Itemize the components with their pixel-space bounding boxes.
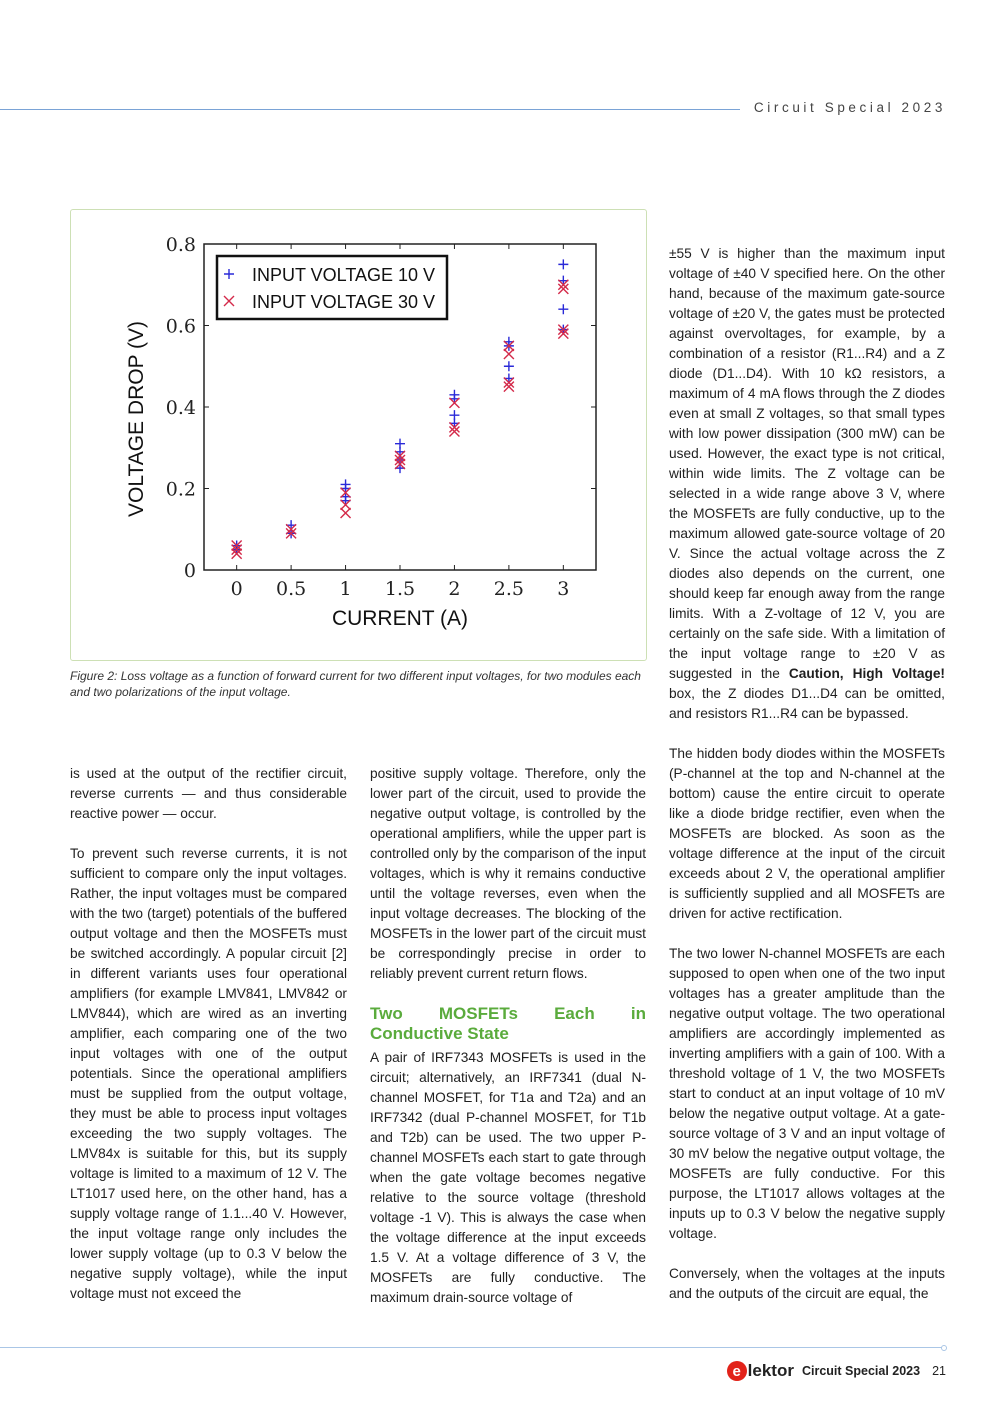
data-point-plus (449, 410, 459, 420)
y-tick-label: 0 (183, 560, 196, 582)
y-tick-label: 0.6 (165, 315, 196, 338)
paragraph (669, 244, 945, 724)
legend-entry-label: INPUT VOLTAGE 10 V (252, 265, 436, 285)
x-tick-label: 0.5 (276, 578, 307, 600)
x-tick-label: 0 (230, 578, 243, 600)
section-heading: Two MOSFETs Each in Conductive State (370, 1004, 646, 1043)
footer-rule (0, 1347, 943, 1348)
logo-text: lektor (747, 1361, 794, 1380)
data-point-cross (341, 508, 351, 518)
x-tick-label: 2 (448, 578, 461, 600)
right-column (669, 244, 945, 1324)
footer (727, 1358, 946, 1384)
figure-caption: Figure 2: Loss voltage as a function of forward current for two different input voltages, for two modules each and two polarizations of the input voltage. (70, 669, 641, 699)
paragraph: The two lower N-channel MOSFETs are each supposed to open when one of the two input voltages has a greater amplitude than the negative output voltage. The two operational amplifiers are accordingly implemented as inverting amplifiers with a gain of 100. With a threshold voltage of 1 V, the two MOSFETs start to conduct at an input voltage of 10 mV below the negative output voltage. At a gate-source voltage of 3 V and an input voltage of 30 mV below the negative output voltage, the MOSFETs are fully conductive. For this purpose, the LT1017 allows voltages at the inputs up to 0.3 V below the negative supply voltage. (669, 946, 945, 1241)
data-point-plus (504, 361, 514, 371)
data-point-plus (558, 304, 568, 314)
data-point-plus (558, 259, 568, 269)
paragraph: Conversely, when the voltages at the inputs and the outputs of the circuit are equal, the (669, 1266, 945, 1301)
paragraph: The hidden body diodes within the MOSFETs (P-channel at the top and N-channel at the bottom) cause the entire circuit to operate like a diode bridge rectifier, even when the MOSFETs are blocked. As soon as the voltage difference at the input of the circuit exceeds about 2 V, the operational amplifier is sufficiently supplied and all MOSFETs are driven for active rectification. (669, 746, 945, 921)
y-tick-label: 0.4 (165, 397, 196, 419)
logo-e-icon: e (727, 1361, 747, 1381)
left-column (70, 764, 347, 1324)
y-tick-label: 0.8 (165, 234, 196, 256)
x-tick-label: 1.5 (384, 578, 416, 600)
figure-2-chart (70, 209, 647, 661)
paragraph: positive supply voltage. Therefore, only the lower part of the circuit, used to provide the negative output voltage, is controlled by the operational amplifiers, while the upper part is controlled only by the comparison of the input voltages, which is why it remains conductive until the voltage reverses, even when the input voltage decreases. The blocking of the MOSFETs in the lower part of the circuit must be correspondingly precise in order to reliably prevent current return flows. (370, 766, 646, 981)
text-span: ±55 V is higher than the maximum input voltage of ±40 V specified here. On the other hand, because of the maximum gate-source voltage of ±20 V, the gates must be protected against overvoltages, for example, by a combination of a resistor (R1...R4) and a Z diode (D1...D4). With 10 kΩ resistors, a maximum of 4 mA flows through the Z diodes even at small Z voltages, so that small types with low power dissipation (300 mW) can be used. However, the exact type is not critical, within wide limits. The Z voltage can be selected in a wide range above 3 V, where the MOSFETs are fully conductive, up to the maximum allowed gate-source voltage of 20 V. Since the actual voltage across the Z diodes also depends on the current, one should keep far enough away from the range limits. With a Z-voltage of 12 V, you are certainly on the safe side. With a limitation of the input voltage range to ±20 V as suggested in the (669, 246, 945, 681)
x-tick-label: 3 (557, 578, 570, 600)
paragraph: To prevent such reverse currents, it is not sufficient to compare only the input voltages. Rather, the input voltages must be compared with the two (target) potentials of the buffered output voltage and then the MOSFETs must be switched accordingly. A popular circuit [2] in different variants uses four operational amplifiers (for example LMV841, LMV842 or LMV844), which are wired as an inverting amplifier, each comparing one of the two input voltages with one of the output potentials. Since the operational amplifiers must be supplied from the output voltage, they must be able to process input voltages exceeding the two supply voltages. The LMV84x is suitable for this, but its supply voltage is limited to a maximum of 12 V. The LT1017 used here, on the other hand, has a supply voltage range of 1.1...40 V. However, the input voltage range only includes the lower supply voltage (up to 0.3 V below the negative supply voltage), while the input voltage must not exceed the (70, 846, 347, 1301)
x-tick-label: 2.5 (493, 578, 524, 600)
header-rule (0, 109, 740, 110)
middle-column (370, 764, 646, 1328)
y-axis-label: VOLTAGE DROP (V) (125, 320, 148, 518)
legend-entry-label: INPUT VOLTAGE 30 V (252, 292, 436, 312)
paragraph: A pair of IRF7343 MOSFETs is used in the circuit; alternatively, an IRF7341 (dual N-channel MOSFET, for T1a and T2a) and an IRF7342 (dual P-channel MOSFET, for T1b and T2b) can be used. The two upper P-channel MOSFETs each start to gate through when the gate voltage becomes negative relative to the source voltage (threshold voltage -1 V). This is always the case when the voltage difference at the input exceeds 1.5 V. At a voltage difference of 3 V, the MOSFETs are fully conductive. The maximum drain-source voltage of (370, 1050, 646, 1305)
text-span: box, the Z diodes D1...D4 can be omitted, and resistors R1...R4 can be bypassed. (669, 686, 945, 721)
box-reference: Caution, High Voltage! (788, 666, 945, 681)
footer-rule-dot (941, 1345, 947, 1351)
running-title: Circuit Special 2023 (753, 100, 946, 115)
elektor-logo (727, 1361, 794, 1381)
scatter-chart (71, 210, 646, 660)
x-tick-label: 1 (339, 578, 352, 600)
paragraph: is used at the output of the rectifier circuit, reverse currents — and thus considerable reactive power — occur. (70, 766, 347, 821)
page-number: 21 (932, 1364, 946, 1378)
magazine-name: Circuit Special 2023 (801, 1364, 921, 1378)
y-tick-label: 0.2 (165, 478, 196, 501)
x-axis-label: CURRENT (A) (331, 607, 469, 630)
data-point-plus (395, 439, 405, 449)
